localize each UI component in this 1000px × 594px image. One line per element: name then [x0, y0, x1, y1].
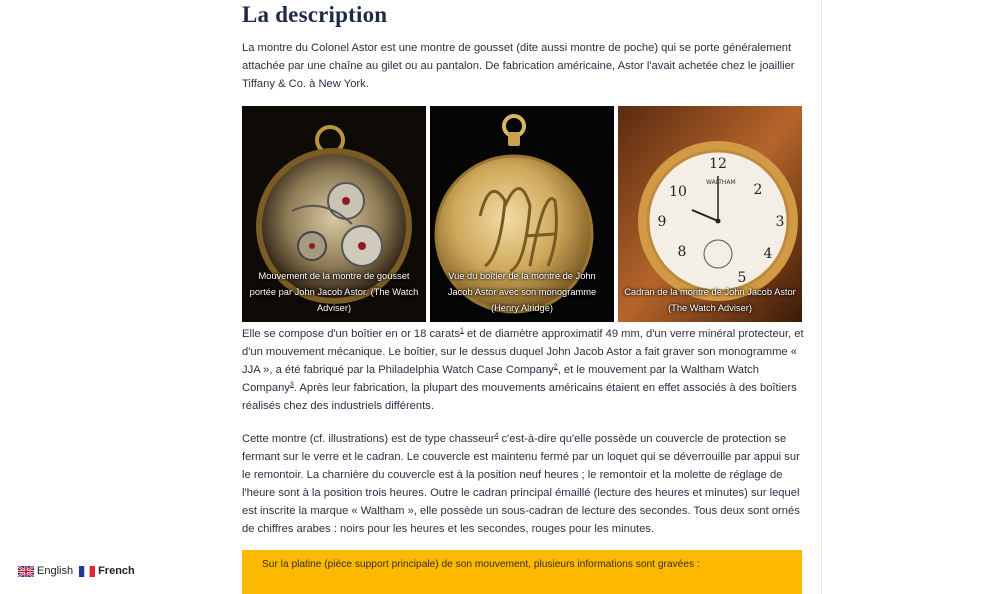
language-label: French: [98, 565, 135, 577]
dial-brand: WALTHAM: [706, 179, 736, 186]
composition-paragraph: [242, 325, 804, 415]
photo-caption: Vue du boîtier de la montre de John Jacob Astor avec son monogramme (Henry Alridge): [447, 271, 597, 313]
type-paragraph: [242, 430, 804, 538]
text-segment: Cette montre (cf. illustrations) est de type chasseur: [242, 433, 495, 445]
text-segment: , et le mouvement par la Waltham Watch Company: [242, 364, 759, 394]
gallery-photo-dial[interactable]: [618, 106, 802, 322]
footnote-ref-2[interactable]: 2: [553, 363, 558, 371]
language-english[interactable]: [18, 565, 73, 577]
intro-paragraph: La montre du Colonel Astor est une montre de gousset (dite aussi montre de poche) qui se porte généralement attachée par une chaîne au gilet ou au pantalon. De fabrication américaine, Astor l'avait achetée chez le joaillier Tiffany & Co. à New York.: [242, 42, 795, 90]
section-title: La description: [242, 2, 388, 27]
photo-gallery: [242, 106, 802, 322]
text-segment: . Après leur fabrication, la plupart des mouvements américains étaient en effet associés à des boîtiers réalisés chez des industriels différents.: [242, 382, 797, 412]
dial-numeral: 12: [709, 156, 727, 172]
france-flag-icon: [79, 566, 95, 577]
highlight-text: Sur la platine (pièce support principale) de son mouvement, plusieurs informations sont gravées :: [262, 559, 700, 570]
text-segment: c'est-à-dire qu'elle possède un couvercle de protection se fermant sur le verre et le cadran. Le couvercle est maintenu fermé par un loquet qui se déverrouille par appui sur le remontoir. La charnière du couvercle est à la position neuf heures ; le remontoir et la molette de réglage de l'heure sont à la position trois heures. Outre le cadran principal émaillé (lecture des heures et minutes) sur lequel est inscrite la marque « Waltham », elle possède un sous-cadran de lecture des secondes. Tous deux sont ornés de chiffres arabes : noirs pour les heures et les secondes, rouges pour les minutes.: [242, 433, 800, 535]
dial-numeral: 4: [763, 246, 773, 262]
gallery-photo-movement[interactable]: [242, 106, 426, 322]
photo-caption: Mouvement de la montre de gousset portée par John Jacob Astor. (The Watch Adviser): [249, 271, 419, 313]
uk-flag-icon: [18, 566, 34, 577]
gallery-photo-case[interactable]: [430, 106, 614, 322]
content-border: [821, 0, 822, 594]
dial-numeral: 2: [753, 182, 763, 198]
dial-numeral: 8: [677, 244, 687, 260]
footnote-ref-3[interactable]: 3: [289, 381, 294, 389]
text-segment: Elle se compose d'un boîtier en or 18 carats: [242, 328, 460, 340]
dial-numeral: 3: [775, 214, 785, 230]
language-label: English: [37, 565, 74, 577]
dial-numeral: 9: [657, 214, 667, 230]
text-segment: et de diamètre approximatif 49 mm, d'un verre minéral protecteur, et d'un mouvement mécanique. Le boîtier, sur le dessus duquel John Jacob Astor a fait graver son monogramme « JJA », a été fabriqué par la Philadelphia Watch Case Company: [242, 328, 804, 376]
dial-numeral: 10: [669, 184, 687, 200]
footnote-ref-4[interactable]: 4: [494, 432, 499, 440]
dial-numeral: 5: [737, 270, 747, 286]
language-switcher: [18, 565, 141, 577]
footnote-ref-1[interactable]: 1: [459, 327, 464, 335]
photo-caption: Cadran de la montre de John Jacob Astor (The Watch Adviser): [624, 287, 796, 313]
highlight-box: [242, 550, 802, 594]
language-french[interactable]: [79, 565, 135, 577]
